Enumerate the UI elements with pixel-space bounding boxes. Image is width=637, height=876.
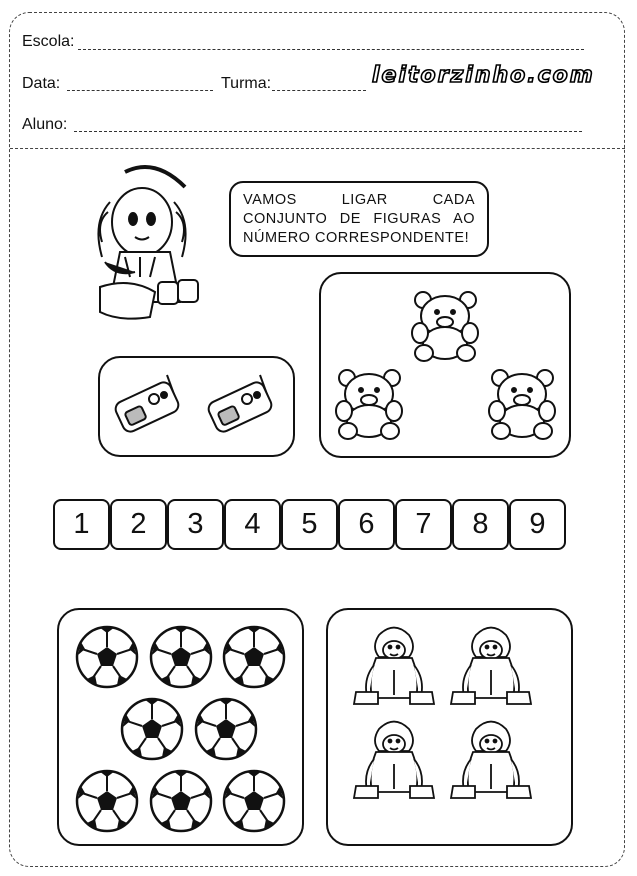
date-label: Data: [22,75,61,92]
student-line [74,131,582,132]
class-line [272,90,366,91]
monkey-icon [451,628,531,705]
soccer-ball-icon [224,627,284,687]
walkie-talkie-icon [205,373,280,438]
monkey-icon [354,722,434,799]
class-label: Turma: [221,75,272,92]
soccer-ball-icon [196,699,256,759]
soccer-ball-icon [77,771,137,831]
number-box-3[interactable]: 3 [167,499,224,550]
site-logo: leitorzinho.com [372,63,595,88]
soccer-ball-icon [224,771,284,831]
number-box-1[interactable]: 1 [53,499,110,550]
soccer-ball-icon [77,627,137,687]
school-line [78,49,584,50]
teddy-bear-icon [408,288,483,363]
instruction-box: VAMOS LIGAR CADA CONJUNTO DE FIGURAS AO NÚMERO CORRESPONDENTE! [229,181,489,257]
soccer-ball-icon [151,627,211,687]
number-box-5[interactable]: 5 [281,499,338,550]
monkey-icon [354,628,434,705]
number-box-7[interactable]: 7 [395,499,452,550]
number-box-6[interactable]: 6 [338,499,395,550]
monkeys-group [326,608,573,846]
teddy-bear-icon [485,366,560,441]
soccer-balls-group [57,608,304,846]
walkie-talkie-icon [112,373,187,438]
number-box-2[interactable]: 2 [110,499,167,550]
header-divider [10,148,625,149]
student-label: Aluno: [22,116,68,133]
number-box-8[interactable]: 8 [452,499,509,550]
girl-illustration-icon [80,162,210,322]
number-box-9[interactable]: 9 [509,499,566,550]
date-line [67,90,213,91]
soccer-ball-icon [122,699,182,759]
number-row [53,499,566,550]
teddy-bear-icon [332,366,407,441]
soccer-ball-icon [151,771,211,831]
monkey-icon [451,722,531,799]
number-box-4[interactable]: 4 [224,499,281,550]
school-label: Escola: [22,33,75,50]
